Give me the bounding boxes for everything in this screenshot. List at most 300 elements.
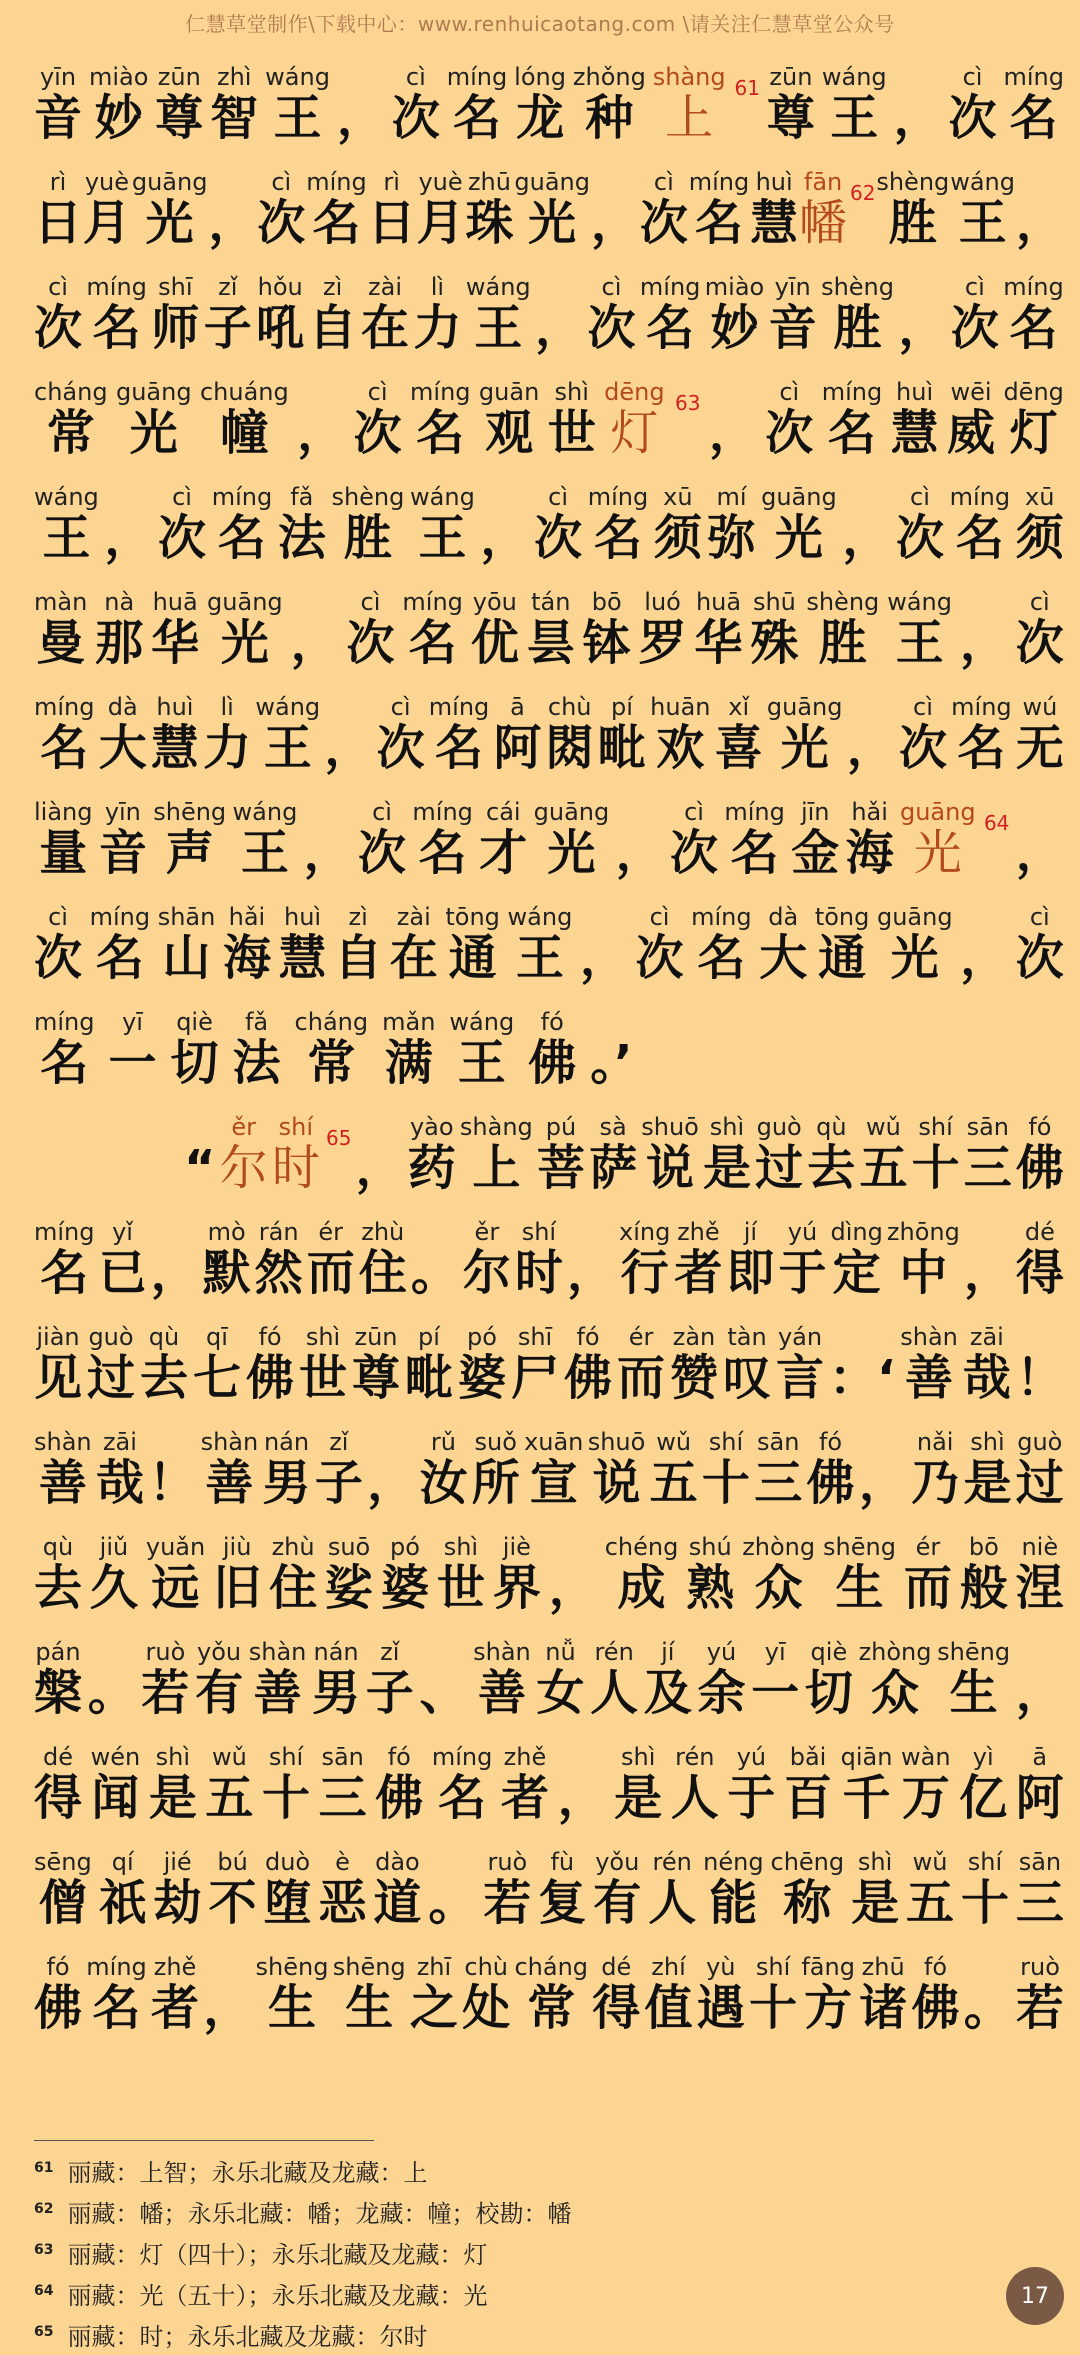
character: 名míng bbox=[86, 1953, 147, 2037]
character: 喜xǐ bbox=[714, 693, 763, 777]
character: 须xū bbox=[1015, 483, 1064, 567]
pinyin: míng bbox=[211, 483, 273, 512]
pinyin: qí bbox=[98, 1848, 147, 1877]
character: 而ér bbox=[617, 1323, 666, 1407]
pinyin: míng bbox=[86, 273, 147, 302]
pinyin: qù bbox=[34, 1533, 83, 1562]
footnote-ref[interactable]: 61 bbox=[734, 76, 760, 100]
pinyin: xuān bbox=[524, 1428, 584, 1457]
character: 而ér bbox=[903, 1533, 952, 1617]
character: 千qiān bbox=[840, 1743, 893, 1827]
character: 光guāng bbox=[761, 483, 837, 567]
character: 灯dēng bbox=[1003, 378, 1064, 462]
annotated-character: 光guāng bbox=[899, 798, 976, 882]
punctuation: ， bbox=[535, 300, 584, 357]
pinyin: ā bbox=[1015, 1743, 1064, 1772]
character: 次cì bbox=[376, 693, 425, 777]
pinyin: yú bbox=[727, 1743, 776, 1772]
pinyin: zūn bbox=[155, 63, 204, 92]
footnote-divider bbox=[34, 2140, 374, 2141]
character: 佛fó bbox=[564, 1323, 613, 1407]
character: 中zhōng bbox=[886, 1218, 960, 1302]
character: 光guāng bbox=[115, 378, 192, 462]
pinyin: shì bbox=[299, 1323, 348, 1352]
character: 说shuō bbox=[641, 1113, 699, 1197]
pinyin: cì bbox=[1015, 588, 1064, 617]
character: 名míng bbox=[639, 273, 701, 357]
punctuation: ， bbox=[708, 405, 757, 462]
character: 众zhòng bbox=[742, 1533, 816, 1617]
text-line bbox=[34, 1195, 1064, 1300]
character: 尊zūn bbox=[766, 63, 815, 147]
character: 名míng bbox=[724, 798, 785, 882]
pinyin: cì bbox=[670, 798, 718, 827]
character: 次cì bbox=[948, 63, 997, 147]
pinyin: rén bbox=[590, 1638, 639, 1667]
character: 女nǚ bbox=[536, 1638, 585, 1722]
character: 次cì bbox=[635, 903, 684, 987]
character: 七qī bbox=[193, 1323, 242, 1407]
pinyin: zhōng bbox=[886, 1218, 960, 1247]
character: 去qù bbox=[34, 1533, 83, 1617]
character: 次cì bbox=[950, 273, 999, 357]
character: 光guāng bbox=[876, 903, 953, 987]
character: 余yú bbox=[697, 1638, 746, 1722]
character: 名míng bbox=[34, 1218, 95, 1302]
pinyin: shì bbox=[148, 1743, 197, 1772]
character: 闻wén bbox=[90, 1743, 141, 1827]
annotated-character: 尔ěr bbox=[219, 1113, 268, 1197]
character: 三sān bbox=[963, 1113, 1012, 1197]
character: 王wáng bbox=[232, 798, 298, 882]
pinyin: cháng bbox=[514, 1953, 589, 1982]
pinyin: cì bbox=[534, 483, 583, 512]
pinyin: shì bbox=[436, 1533, 485, 1562]
character: 者zhě bbox=[151, 1953, 200, 2037]
pinyin: zàn bbox=[670, 1323, 719, 1352]
punctuation: ， bbox=[1015, 195, 1064, 252]
pinyin: pú bbox=[536, 1113, 585, 1142]
character: 佛fó bbox=[246, 1323, 295, 1407]
pinyin: nán bbox=[262, 1428, 311, 1457]
pinyin: shì bbox=[963, 1428, 1012, 1457]
pinyin: sān bbox=[963, 1113, 1012, 1142]
pinyin: shuō bbox=[587, 1428, 646, 1457]
pinyin: hǒu bbox=[256, 273, 305, 302]
character: 百bǎi bbox=[784, 1743, 833, 1827]
character: 日rì bbox=[367, 168, 416, 252]
character: 槃pán bbox=[34, 1638, 83, 1722]
character: 涅niè bbox=[1015, 1533, 1064, 1617]
character: 大dà bbox=[759, 903, 808, 987]
pinyin: miào bbox=[88, 63, 149, 92]
pinyin: yōu bbox=[470, 588, 519, 617]
pinyin: wáng bbox=[255, 693, 321, 722]
pinyin: rán bbox=[254, 1218, 303, 1247]
character: 十shí bbox=[911, 1113, 960, 1197]
pinyin: guāng bbox=[766, 693, 843, 722]
pinyin: tōng bbox=[445, 903, 500, 932]
pinyin: qiān bbox=[840, 1743, 893, 1772]
character: 须xū bbox=[653, 483, 702, 567]
punctuation: ， bbox=[303, 825, 352, 882]
pinyin: sān bbox=[754, 1428, 803, 1457]
character: 汝rǔ bbox=[419, 1428, 468, 1512]
pinyin: zhǒng bbox=[572, 63, 646, 92]
text-line bbox=[34, 1615, 1064, 1720]
pinyin: zhě bbox=[151, 1953, 200, 1982]
pinyin: fāng bbox=[801, 1953, 855, 1982]
pinyin: fó bbox=[911, 1953, 960, 1982]
character: 胜shèng bbox=[876, 168, 950, 252]
character: 菩pú bbox=[536, 1113, 585, 1197]
punctuation: ， bbox=[893, 90, 942, 147]
character: 五wǔ bbox=[859, 1113, 908, 1197]
footnote-text: 丽藏：时；永乐北藏及龙藏：尔时 bbox=[67, 2323, 428, 2351]
punctuation: ， bbox=[367, 1455, 416, 1512]
punctuation: ， bbox=[858, 1455, 907, 1512]
pinyin: cì bbox=[639, 168, 688, 197]
pinyin: mǎn bbox=[382, 1008, 436, 1037]
character: 光guāng bbox=[131, 168, 208, 252]
pinyin: chù bbox=[545, 693, 594, 722]
character: 王wáng bbox=[265, 63, 330, 147]
character: 在zài bbox=[361, 273, 410, 357]
character: 三sān bbox=[754, 1428, 803, 1512]
pinyin: xū bbox=[653, 483, 702, 512]
character: 欢huān bbox=[650, 693, 711, 777]
pinyin: cì bbox=[1015, 903, 1064, 932]
pinyin: suǒ bbox=[471, 1428, 520, 1457]
pinyin: ruò bbox=[483, 1848, 532, 1877]
pinyin: lì bbox=[413, 273, 462, 302]
character: 种zhǒng bbox=[572, 63, 646, 147]
character: 胜shèng bbox=[806, 588, 880, 672]
character: 萨sà bbox=[589, 1113, 638, 1197]
character: 过guò bbox=[1015, 1428, 1064, 1512]
character: 名míng bbox=[951, 693, 1012, 777]
pinyin: dēng bbox=[1003, 378, 1064, 407]
pinyin: wǔ bbox=[205, 1743, 254, 1772]
pinyin: zāi bbox=[962, 1323, 1011, 1352]
pinyin: guāng bbox=[761, 483, 837, 512]
pinyin: ér bbox=[617, 1323, 666, 1352]
footnote-number: 63 bbox=[34, 2242, 54, 2258]
pinyin: shū bbox=[750, 588, 799, 617]
character: 五wǔ bbox=[205, 1743, 254, 1827]
character: 不bú bbox=[208, 1848, 257, 1932]
character: 生shēng bbox=[255, 1953, 329, 2037]
character: 佛fó bbox=[528, 1008, 577, 1092]
annotated-character: 时shí bbox=[271, 1113, 320, 1197]
pinyin: yú bbox=[697, 1638, 746, 1667]
character: 优yōu bbox=[470, 588, 519, 672]
footnote-text: 丽藏：灯（四十）；永乐北藏及龙藏：灯 bbox=[67, 2241, 488, 2269]
character: 十shí bbox=[262, 1743, 311, 1827]
pinyin: bú bbox=[208, 1848, 257, 1877]
character: 弥mí bbox=[707, 483, 756, 567]
character: 子zǐ bbox=[365, 1638, 414, 1722]
footnote-item bbox=[34, 2150, 934, 2191]
character: 尸shī bbox=[511, 1323, 560, 1407]
pinyin: míng bbox=[821, 378, 883, 407]
pinyin: dào bbox=[373, 1848, 422, 1877]
character: 于yú bbox=[727, 1743, 776, 1827]
pinyin: wáng bbox=[265, 63, 330, 92]
character: 声shēng bbox=[153, 798, 227, 882]
punctuation: ！ bbox=[1015, 1350, 1064, 1407]
character: 去qù bbox=[140, 1323, 189, 1407]
character: 次cì bbox=[1015, 588, 1064, 672]
pinyin: fǎ bbox=[232, 1008, 281, 1037]
text-line bbox=[34, 775, 1064, 880]
pinyin: míng bbox=[446, 63, 508, 92]
character: 是shì bbox=[702, 1113, 751, 1197]
pinyin: shèng bbox=[821, 273, 894, 302]
character: 王wáng bbox=[449, 1008, 515, 1092]
character: 常cháng bbox=[294, 1008, 369, 1092]
pinyin: zǐ bbox=[203, 273, 252, 302]
punctuation: ， bbox=[842, 510, 891, 567]
annotated-character: 幡fān bbox=[799, 168, 848, 252]
punctuation: ， bbox=[203, 1980, 252, 2037]
pinyin: zhòng bbox=[742, 1533, 816, 1562]
character: 幢chuáng bbox=[199, 378, 289, 462]
character: 处chù bbox=[462, 1953, 511, 2037]
character: 界jiè bbox=[492, 1533, 541, 1617]
pinyin: ěr bbox=[219, 1113, 268, 1142]
pinyin: cì bbox=[895, 483, 944, 512]
pinyin: guāng bbox=[899, 798, 976, 827]
punctuation: ， bbox=[590, 195, 639, 252]
pinyin: wáng bbox=[410, 483, 475, 512]
character: 及jí bbox=[643, 1638, 692, 1722]
punctuation: ， bbox=[208, 195, 257, 252]
punctuation: ， bbox=[963, 1245, 1012, 1302]
character: 过guò bbox=[87, 1323, 136, 1407]
character: 熟shú bbox=[686, 1533, 735, 1617]
pinyin: jiàn bbox=[34, 1323, 83, 1352]
pinyin: pó bbox=[380, 1533, 429, 1562]
footnote-ref[interactable]: 63 bbox=[674, 391, 701, 415]
character: 佛fó bbox=[806, 1428, 855, 1512]
pinyin: míng bbox=[402, 588, 463, 617]
character: 王wáng bbox=[950, 168, 1015, 252]
pinyin: yù bbox=[696, 1953, 745, 1982]
pinyin: cì bbox=[765, 378, 814, 407]
character: 威wēi bbox=[947, 378, 996, 462]
footnote-number: 65 bbox=[34, 2324, 54, 2340]
character: 得dé bbox=[592, 1953, 641, 2037]
pinyin: yīn bbox=[768, 273, 817, 302]
pinyin: wǔ bbox=[859, 1113, 908, 1142]
punctuation: ， bbox=[290, 615, 339, 672]
pinyin: wáng bbox=[34, 483, 99, 512]
pinyin: huì bbox=[278, 903, 327, 932]
character: 妙miào bbox=[704, 273, 765, 357]
pinyin: shèng bbox=[876, 168, 950, 197]
pinyin: guāng bbox=[533, 798, 610, 827]
character: 名míng bbox=[89, 903, 151, 987]
character: 行xíng bbox=[619, 1218, 671, 1302]
character: 光guāng bbox=[766, 693, 843, 777]
character: 法fǎ bbox=[277, 483, 326, 567]
character: 次cì bbox=[346, 588, 395, 672]
character: 已yǐ bbox=[98, 1218, 147, 1302]
character: 是shì bbox=[614, 1743, 663, 1827]
punctuation: 。 bbox=[87, 1665, 136, 1722]
character: 人rén bbox=[648, 1848, 697, 1932]
character: 善shàn bbox=[473, 1638, 531, 1722]
character: 胜shèng bbox=[331, 483, 405, 567]
character: 尔ěr bbox=[462, 1218, 511, 1302]
pinyin: míng bbox=[724, 798, 785, 827]
punctuation: 。 bbox=[410, 1245, 459, 1302]
footnote-item bbox=[34, 2273, 934, 2314]
pinyin: cì bbox=[587, 273, 636, 302]
footnote-item bbox=[34, 2232, 934, 2273]
pinyin: guāng bbox=[115, 378, 192, 407]
character: 劫jié bbox=[153, 1848, 202, 1932]
character: 得dé bbox=[34, 1743, 83, 1827]
character: 十shí bbox=[960, 1848, 1009, 1932]
character: 无wú bbox=[1015, 693, 1064, 777]
pinyin: dìng bbox=[830, 1218, 883, 1247]
character: 者zhě bbox=[500, 1743, 549, 1827]
character: 于yú bbox=[778, 1218, 827, 1302]
pinyin: tōng bbox=[814, 903, 870, 932]
character: 慧huì bbox=[278, 903, 327, 987]
pinyin: míng bbox=[86, 1953, 147, 1982]
pinyin: zì bbox=[308, 273, 357, 302]
pinyin: shī bbox=[151, 273, 200, 302]
pinyin: pán bbox=[34, 1638, 82, 1667]
footnote-number: 61 bbox=[34, 2160, 54, 2176]
footnote-number: 64 bbox=[34, 2283, 54, 2299]
character: 方fāng bbox=[801, 1953, 855, 2037]
pinyin: zài bbox=[361, 273, 410, 302]
character: 那nà bbox=[95, 588, 144, 672]
character: 十shí bbox=[749, 1953, 798, 2037]
pinyin: míng bbox=[587, 483, 649, 512]
pinyin: míng bbox=[1003, 273, 1064, 302]
character: 名míng bbox=[412, 798, 473, 882]
pinyin: qī bbox=[193, 1323, 241, 1352]
character: 复fù bbox=[538, 1848, 587, 1932]
text-line bbox=[34, 1090, 1064, 1195]
character: 善shàn bbox=[248, 1638, 307, 1722]
character: 堕duò bbox=[263, 1848, 312, 1932]
character: 华huā bbox=[151, 588, 200, 672]
pinyin: wǔ bbox=[906, 1848, 955, 1877]
pinyin: cì bbox=[948, 63, 997, 92]
character: 有yǒu bbox=[195, 1638, 244, 1722]
pinyin: tán bbox=[526, 588, 575, 617]
character: 大dà bbox=[98, 693, 147, 777]
pinyin: cì bbox=[353, 378, 402, 407]
pinyin: jiǔ bbox=[89, 1533, 138, 1562]
text-line bbox=[34, 1510, 1064, 1615]
punctuation: ， bbox=[579, 930, 628, 987]
pinyin: míng bbox=[691, 903, 752, 932]
character: 海hǎi bbox=[222, 903, 271, 987]
pinyin: shàn bbox=[900, 1323, 958, 1352]
text-line bbox=[34, 670, 1064, 775]
pinyin: yīn bbox=[98, 798, 147, 827]
pinyin: cì bbox=[391, 63, 440, 92]
pinyin: zūn bbox=[352, 1323, 400, 1352]
pinyin: shàng bbox=[459, 1113, 533, 1142]
pinyin: zǐ bbox=[365, 1638, 414, 1667]
footnote-ref[interactable]: 62 bbox=[849, 181, 876, 205]
punctuation: ， bbox=[960, 930, 1009, 987]
pinyin: míng bbox=[306, 168, 367, 197]
pinyin: zǐ bbox=[314, 1428, 363, 1457]
pinyin: ruò bbox=[141, 1638, 190, 1667]
pinyin: shí bbox=[749, 1953, 798, 1982]
pinyin: fó bbox=[528, 1008, 577, 1037]
character: 善shàn bbox=[34, 1428, 92, 1512]
pinyin: zhī bbox=[409, 1953, 458, 1982]
pinyin: ā bbox=[493, 693, 542, 722]
pinyin: shàng bbox=[652, 63, 726, 92]
page-header: 仁慧草堂制作\下载中心：www.renhuicaotang.com \请关注仁慧草堂公众号 bbox=[185, 12, 895, 36]
pinyin: huā bbox=[694, 588, 743, 617]
pinyin: wáng bbox=[950, 168, 1015, 197]
footnote-ref[interactable]: 64 bbox=[983, 811, 1010, 835]
pinyin: zhòng bbox=[858, 1638, 932, 1667]
pinyin: niè bbox=[1015, 1533, 1064, 1562]
character: 名míng bbox=[821, 378, 883, 462]
pinyin: zhě bbox=[500, 1743, 549, 1772]
character: 名míng bbox=[34, 693, 95, 777]
pinyin: jīn bbox=[791, 798, 840, 827]
character: 善shàn bbox=[200, 1428, 259, 1512]
pinyin: míng bbox=[34, 693, 95, 722]
text-line bbox=[34, 355, 1064, 460]
character: 次cì bbox=[391, 63, 440, 147]
character: 自zì bbox=[308, 273, 357, 357]
pinyin: qiè bbox=[170, 1008, 219, 1037]
pinyin: shēng bbox=[332, 1953, 406, 1982]
pinyin: bǎi bbox=[784, 1743, 833, 1772]
footnote-ref[interactable]: 65 bbox=[326, 1126, 352, 1150]
pinyin: pí bbox=[405, 1323, 453, 1352]
character: 成chéng bbox=[604, 1533, 679, 1617]
character: 人rén bbox=[590, 1638, 639, 1722]
pinyin: wǔ bbox=[649, 1428, 698, 1457]
punctuation: ， bbox=[557, 1770, 606, 1827]
character: 五wǔ bbox=[906, 1848, 955, 1932]
pinyin: yǒu bbox=[195, 1638, 244, 1667]
pinyin: wáng bbox=[449, 1008, 515, 1037]
character: 才cái bbox=[479, 798, 528, 882]
character: 曼màn bbox=[34, 588, 88, 672]
pinyin: míng bbox=[34, 1008, 95, 1037]
character: 一yī bbox=[108, 1008, 157, 1092]
pinyin: wàn bbox=[901, 1743, 951, 1772]
pinyin: fó bbox=[34, 1953, 83, 1982]
text-line bbox=[34, 1720, 1064, 1825]
pinyin: bō bbox=[959, 1533, 1008, 1562]
punctuation: ！ bbox=[148, 1455, 197, 1512]
pinyin: mò bbox=[202, 1218, 251, 1247]
character: 三sān bbox=[318, 1743, 367, 1827]
character: 通tōng bbox=[445, 903, 500, 987]
character: 次cì bbox=[353, 378, 402, 462]
page-number-badge: 17 bbox=[1006, 2267, 1064, 2325]
pinyin: shì bbox=[851, 1848, 900, 1877]
